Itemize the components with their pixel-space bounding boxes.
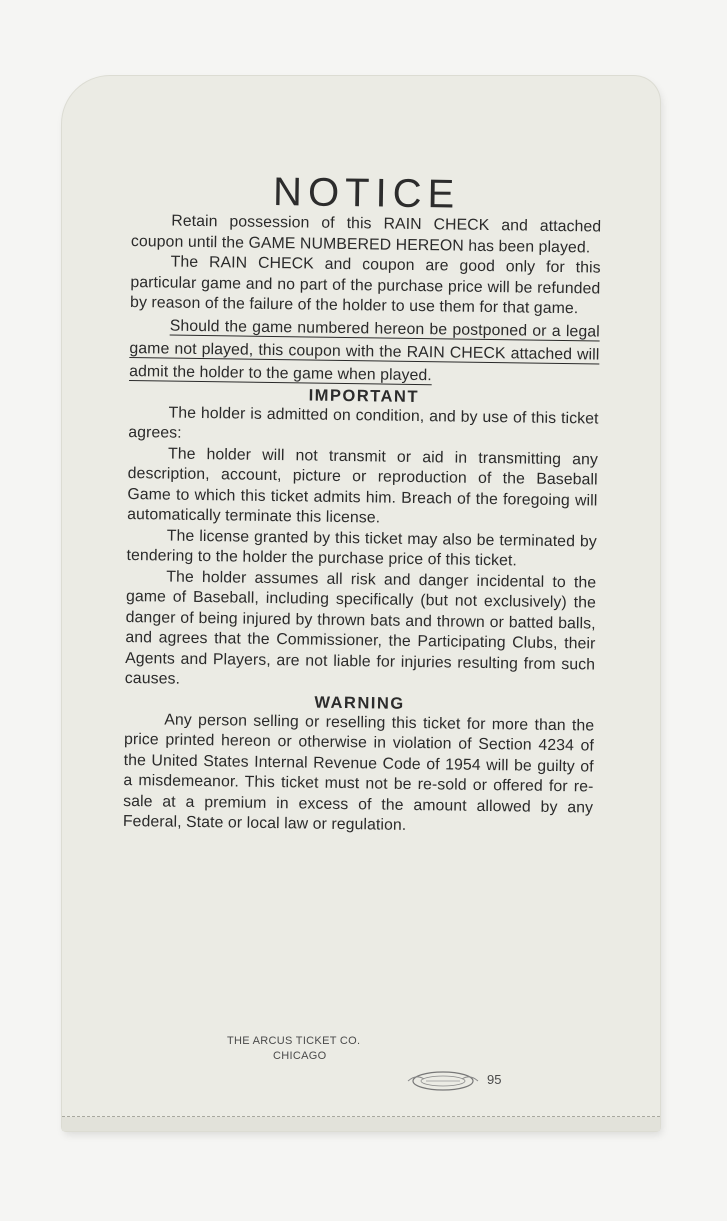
warning-heading: WARNING [314, 693, 405, 713]
warning-paragraph-1: Any person selling or reselling this ticket for more than the price printed hereon or otherwise in violation of Section 4234 of the United States Internal Revenue Code of 1954 will be guilty of a misdemeanor. This ticket must not be re-sold or offered for re-sale at a premium in excess of the amount allowed by any Federal, State or local law or regulation. [122, 711, 595, 834]
notice-title: NOTICE [272, 169, 461, 217]
important-paragraph-1: The holder is admitted on condition, and by use of this ticket agrees: [128, 404, 599, 442]
important-paragraph-3: The license granted by this ticket may also be terminated by tendering to the holder the purchase price of this ticket. [126, 527, 597, 570]
printer-city: CHICAGO [273, 1050, 327, 1062]
printer-imprint [227, 1034, 527, 1064]
rain-check-ticket [62, 76, 660, 1131]
torn-stub-edge [62, 1117, 660, 1131]
important-paragraph-4: The holder assumes all risk and danger incidental to the game of Baseball, including specifically (but not exclusively) the danger of being injured by thrown bats and thrown or batted balls, and agrees that the Commissioner, the Participating Clubs, their Agents and Players, are not liable for injuries resulting from such causes. [124, 568, 597, 688]
notice-paragraph-3 [129, 313, 600, 389]
ticket-text [123, 168, 602, 839]
notice-paragraph-1: Retain possession of this RAIN CHECK and attached coupon until the GAME NUMBERED HEREON has been played. [130, 212, 602, 256]
notice-paragraph-3-text: Should the game numbered hereon be postponed or a legal game not played, this coupon with the RAIN CHECK attached will admit the holder to the game when played. [129, 317, 600, 384]
important-paragraph-2: The holder will not transmit or aid in transmitting any description, account, picture or reproduction of the Baseball Game to which this ticket admits him. Breach of the foregoing will automatically terminate this license. [127, 445, 599, 527]
printer-company: THE ARCUS TICKET CO. [227, 1035, 361, 1047]
notice-paragraph-2: The RAIN CHECK and coupon are good only for this particular game and no part of the purchase price will be refunded by reason of the failure of the holder to use them for that game. [130, 253, 601, 318]
union-number: 95 [487, 1072, 502, 1087]
union-label-icon [402, 1067, 484, 1095]
important-heading: IMPORTANT [308, 385, 420, 406]
